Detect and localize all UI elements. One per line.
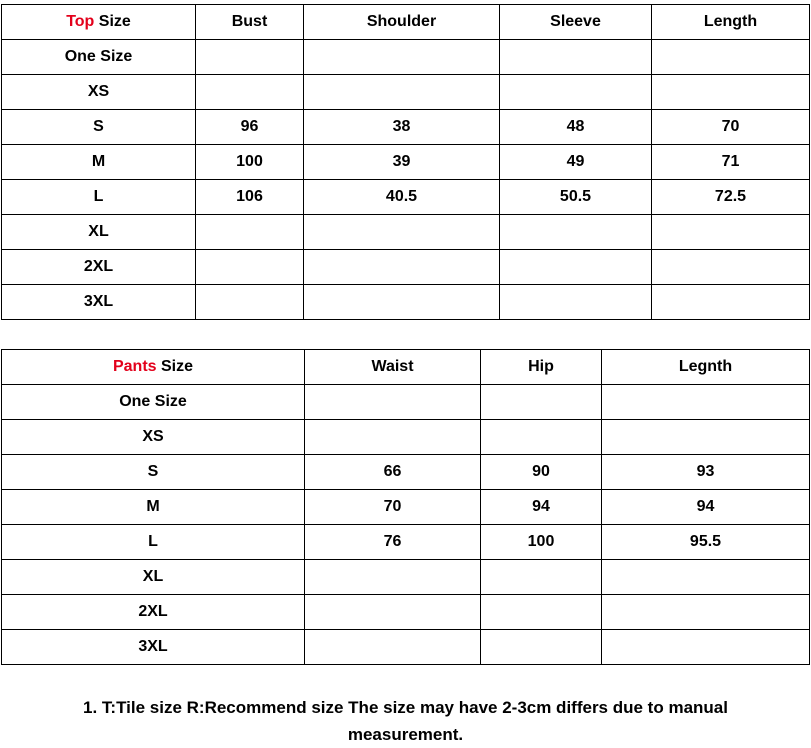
top-size-title <box>2 5 196 40</box>
pants-cell: 76 <box>305 525 481 560</box>
top-title-rest: Size <box>94 13 131 30</box>
pants-size-label: M <box>2 490 305 525</box>
size-note-line-1: 1. T:Tile size R:Recommend size The size may have 2-3cm differs due to manual <box>83 698 728 717</box>
pants-size-label: 3XL <box>2 630 305 665</box>
top-header-shoulder: Shoulder <box>304 5 500 40</box>
top-cell <box>500 75 652 110</box>
size-note-line-2: measurement. <box>347 725 464 744</box>
pants-row <box>2 420 810 455</box>
pants-size-label: XL <box>2 560 305 595</box>
top-cell <box>304 285 500 320</box>
top-header-sleeve: Sleeve <box>500 5 652 40</box>
pants-row <box>2 525 810 560</box>
top-header-length: Length <box>652 5 810 40</box>
top-cell: 50.5 <box>500 180 652 215</box>
top-cell <box>652 40 810 75</box>
top-cell <box>500 250 652 285</box>
pants-size-table <box>1 349 810 665</box>
top-cell <box>652 215 810 250</box>
pants-cell <box>602 595 810 630</box>
top-header-bust: Bust <box>196 5 304 40</box>
top-row <box>2 145 810 180</box>
pants-cell <box>602 385 810 420</box>
pants-size-label: One Size <box>2 385 305 420</box>
top-size-label: XL <box>2 215 196 250</box>
pants-header-waist: Waist <box>305 350 481 385</box>
pants-cell: 93 <box>602 455 810 490</box>
pants-cell <box>602 560 810 595</box>
top-cell <box>304 40 500 75</box>
pants-cell <box>602 630 810 665</box>
top-cell: 39 <box>304 145 500 180</box>
top-row <box>2 250 810 285</box>
top-cell <box>304 250 500 285</box>
top-row <box>2 215 810 250</box>
top-cell <box>196 40 304 75</box>
pants-cell: 90 <box>481 455 602 490</box>
pants-cell <box>305 420 481 455</box>
top-size-label: L <box>2 180 196 215</box>
pants-cell <box>602 420 810 455</box>
top-cell <box>652 75 810 110</box>
top-cell: 71 <box>652 145 810 180</box>
pants-cell <box>481 420 602 455</box>
top-cell <box>652 285 810 320</box>
pants-header-hip: Hip <box>481 350 602 385</box>
pants-cell <box>481 595 602 630</box>
top-cell: 38 <box>304 110 500 145</box>
pants-size-label: XS <box>2 420 305 455</box>
pants-size-label: 2XL <box>2 595 305 630</box>
pants-cell: 70 <box>305 490 481 525</box>
pants-size-label: L <box>2 525 305 560</box>
top-cell <box>500 285 652 320</box>
pants-cell: 66 <box>305 455 481 490</box>
top-cell: 70 <box>652 110 810 145</box>
pants-row <box>2 385 810 420</box>
top-size-label: 2XL <box>2 250 196 285</box>
pants-cell: 95.5 <box>602 525 810 560</box>
top-size-label: XS <box>2 75 196 110</box>
top-size-label: M <box>2 145 196 180</box>
pants-cell <box>305 385 481 420</box>
top-size-label: S <box>2 110 196 145</box>
pants-cell <box>481 630 602 665</box>
top-size-table <box>1 4 810 320</box>
top-cell: 72.5 <box>652 180 810 215</box>
pants-header-row <box>2 350 810 385</box>
top-row <box>2 180 810 215</box>
pants-cell <box>305 595 481 630</box>
top-header-row <box>2 5 810 40</box>
top-size-label: One Size <box>2 40 196 75</box>
top-cell: 96 <box>196 110 304 145</box>
top-row <box>2 40 810 75</box>
pants-cell: 94 <box>602 490 810 525</box>
top-cell <box>196 250 304 285</box>
top-cell <box>304 75 500 110</box>
pants-row <box>2 560 810 595</box>
top-cell <box>652 250 810 285</box>
pants-size-label: S <box>2 455 305 490</box>
top-cell <box>500 40 652 75</box>
pants-cell: 94 <box>481 490 602 525</box>
pants-cell <box>305 560 481 595</box>
top-row <box>2 110 810 145</box>
top-cell: 100 <box>196 145 304 180</box>
pants-cell <box>305 630 481 665</box>
top-row <box>2 285 810 320</box>
top-row <box>2 75 810 110</box>
pants-cell: 100 <box>481 525 602 560</box>
pants-row <box>2 455 810 490</box>
size-note <box>0 694 811 748</box>
pants-cell <box>481 385 602 420</box>
pants-row <box>2 630 810 665</box>
top-cell <box>304 215 500 250</box>
pants-size-title <box>2 350 305 385</box>
top-cell: 40.5 <box>304 180 500 215</box>
top-cell <box>196 285 304 320</box>
pants-cell <box>481 560 602 595</box>
top-cell <box>500 215 652 250</box>
top-title-highlight: Top <box>66 13 95 30</box>
pants-title-highlight: Pants <box>112 358 157 375</box>
top-cell: 106 <box>196 180 304 215</box>
top-cell: 48 <box>500 110 652 145</box>
top-size-label: 3XL <box>2 285 196 320</box>
pants-header-length: Legnth <box>602 350 810 385</box>
top-cell <box>196 215 304 250</box>
pants-row <box>2 490 810 525</box>
top-cell <box>196 75 304 110</box>
pants-row <box>2 595 810 630</box>
pants-title-rest: Size <box>156 358 194 375</box>
top-cell: 49 <box>500 145 652 180</box>
